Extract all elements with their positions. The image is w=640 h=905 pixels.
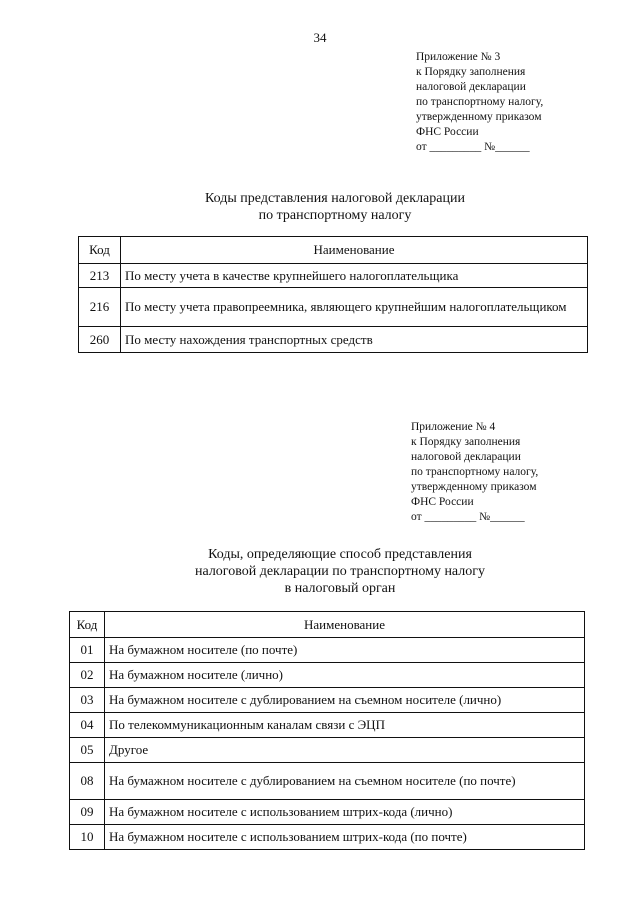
row-code: 08 — [70, 763, 105, 800]
table-header-row — [70, 612, 585, 638]
row-code: 216 — [79, 288, 121, 327]
row-name: На бумажном носителе с дублированием на съемном носителе (лично) — [105, 688, 585, 713]
appendix-line: по транспортному налогу, — [411, 466, 539, 478]
appendix-line: налоговой декларации — [416, 81, 526, 93]
appendix-line: к Порядку заполнения — [416, 66, 526, 78]
appendix-line: налоговой декларации — [411, 451, 521, 463]
row-code: 03 — [70, 688, 105, 713]
table-header-row — [79, 237, 588, 264]
appendix-line: по транспортному налогу, — [416, 96, 544, 108]
table-row — [70, 663, 585, 688]
table-row — [79, 264, 588, 288]
title-line: по транспортному налогу — [258, 208, 412, 223]
title-line: в налоговый орган — [284, 581, 396, 596]
table-2 — [69, 611, 585, 850]
row-name: По телекоммуникационным каналам связи с ЭЦП — [105, 713, 585, 738]
appendix-line: от _________ №______ — [411, 511, 525, 523]
row-code: 04 — [70, 713, 105, 738]
header-code: Код — [79, 237, 121, 264]
row-code: 10 — [70, 825, 105, 850]
appendix-4-heading — [411, 420, 538, 525]
table-row — [70, 738, 585, 763]
header-name: Наименование — [121, 237, 588, 264]
appendix-line: ФНС России — [411, 496, 474, 508]
table-row — [70, 825, 585, 850]
table-2-title — [0, 546, 640, 597]
header-name: Наименование — [105, 612, 585, 638]
row-name: На бумажном носителе (лично) — [105, 663, 585, 688]
row-code: 01 — [70, 638, 105, 663]
appendix-line: утвержденному приказом — [416, 111, 542, 123]
row-name: По месту нахождения транспортных средств — [121, 327, 588, 353]
appendix-line: от _________ №______ — [416, 141, 530, 153]
row-name: На бумажном носителе (по почте) — [105, 638, 585, 663]
appendix-line: утвержденному приказом — [411, 481, 537, 493]
row-code: 05 — [70, 738, 105, 763]
row-code: 09 — [70, 800, 105, 825]
table-row — [70, 688, 585, 713]
appendix-3-heading — [416, 50, 543, 155]
row-name: На бумажном носителе с использованием штрих-кода (по почте) — [105, 825, 585, 850]
appendix-line: Приложение № 4 — [411, 421, 496, 433]
title-line: Коды, определяющие способ представления — [208, 547, 472, 562]
title-line: налоговой декларации по транспортному налогу — [194, 564, 485, 579]
table-row — [70, 800, 585, 825]
row-code: 02 — [70, 663, 105, 688]
title-line: Коды представления налоговой декларации — [205, 191, 465, 206]
appendix-line: к Порядку заполнения — [411, 436, 521, 448]
row-code: 213 — [79, 264, 121, 288]
table-row — [70, 713, 585, 738]
table-1-title — [0, 190, 640, 224]
row-name: По месту учета правопреемника, являющего крупнейшим налогоплательщиком — [121, 288, 588, 327]
row-name: На бумажном носителе с дублированием на съемном носителе (по почте) — [105, 763, 585, 800]
table-row — [70, 763, 585, 800]
table-row — [79, 288, 588, 327]
appendix-line: ФНС России — [416, 126, 479, 138]
row-name: Другое — [105, 738, 585, 763]
row-name: На бумажном носителе с использованием штрих-кода (лично) — [105, 800, 585, 825]
page-number: 34 — [313, 30, 327, 45]
row-name: По месту учета в качестве крупнейшего налогоплательщика — [121, 264, 588, 288]
header-code: Код — [70, 612, 105, 638]
appendix-line: Приложение № 3 — [416, 51, 501, 63]
table-row — [70, 638, 585, 663]
row-code: 260 — [79, 327, 121, 353]
table-row — [79, 327, 588, 353]
table-1 — [78, 236, 588, 353]
